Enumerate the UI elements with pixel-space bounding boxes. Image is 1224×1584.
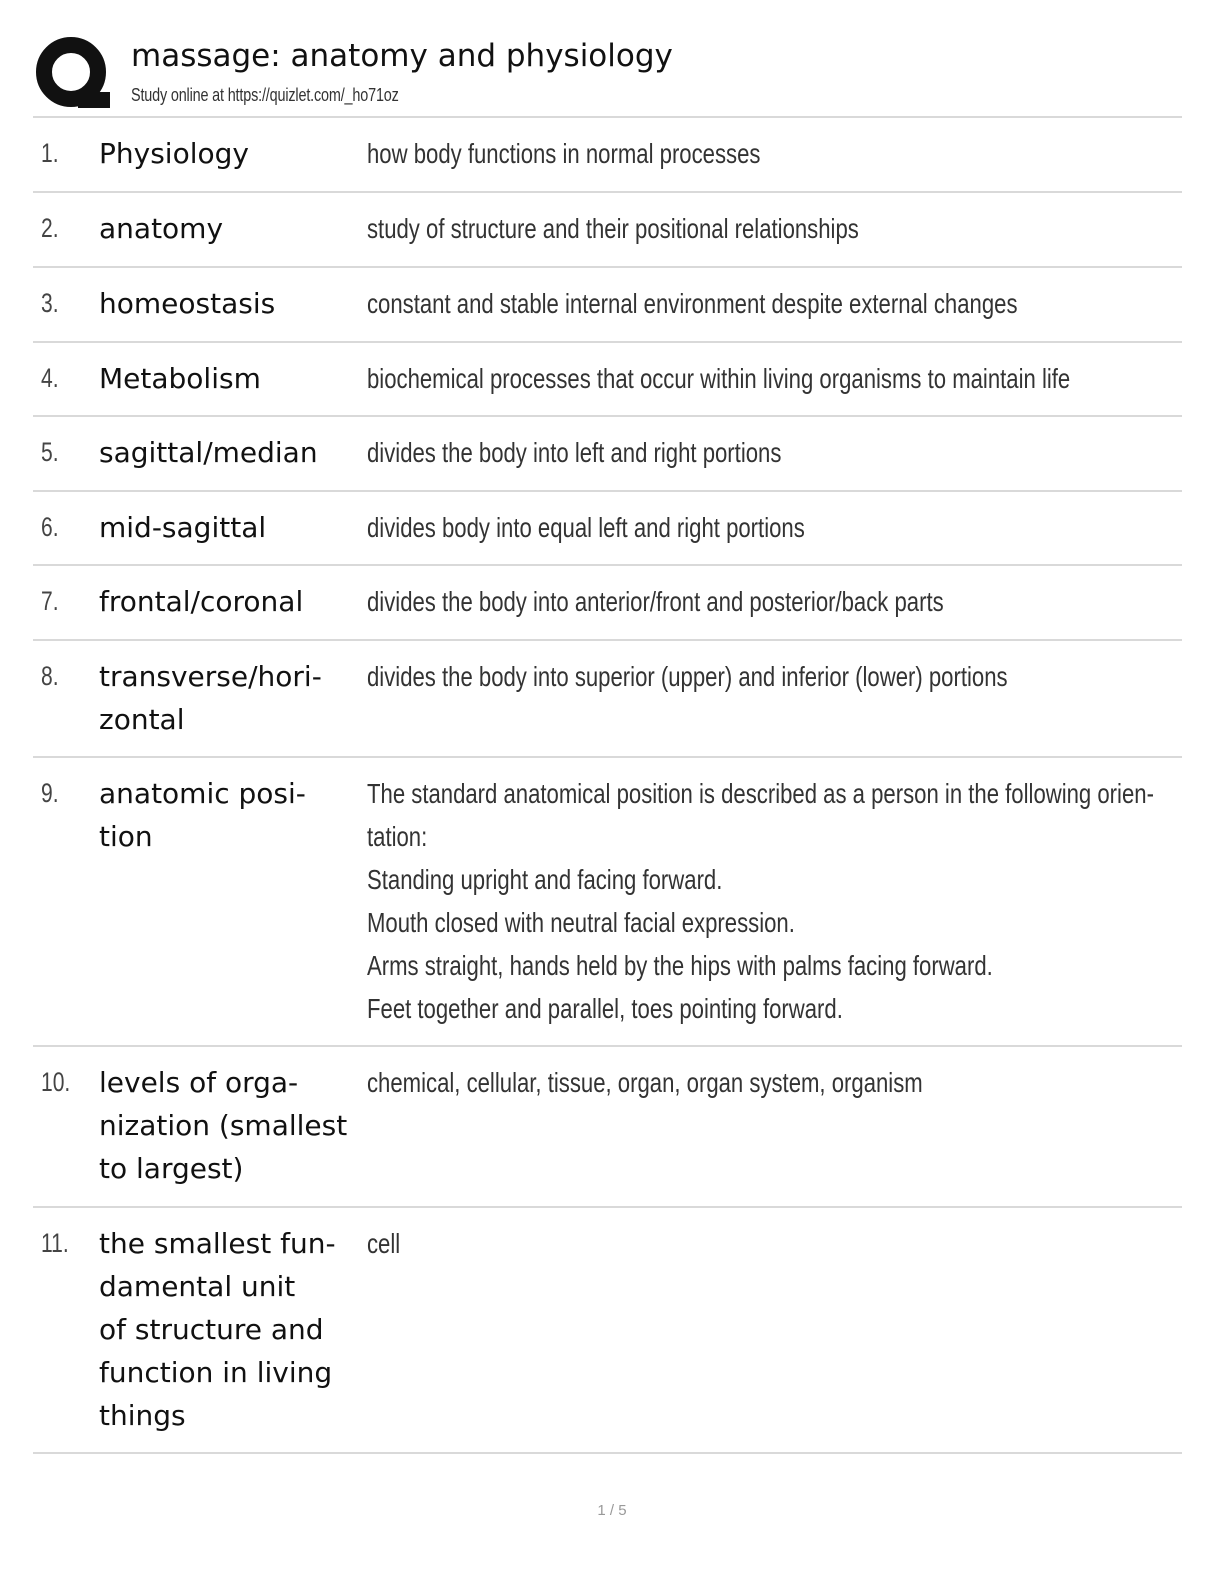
item-number: 2. — [41, 213, 59, 243]
list-item — [33, 566, 1182, 641]
item-definition: biochemical processes that occur within living organisms to maintain life — [367, 363, 1071, 394]
item-number: 6. — [41, 512, 59, 542]
item-definition: constant and stable internal environment despite external changes — [367, 288, 1018, 319]
page-title: massage: anatomy and physiology — [131, 38, 673, 74]
item-term: Metabolism — [99, 362, 261, 395]
item-term: homeostasis — [99, 287, 276, 320]
list-item — [33, 193, 1182, 268]
item-number: 3. — [41, 288, 59, 318]
item-definition: divides the body into anterior/front and posterior/back parts — [367, 586, 944, 617]
terms-list — [33, 116, 1182, 1454]
item-number: 9. — [41, 778, 59, 808]
study-online-link[interactable]: Study online at https://quizlet.com/_ho71oz — [131, 85, 399, 105]
item-definition: The standard anatomical position is described as a person in the following orien- tation: Standing upright and facing forward. Mouth closed with neutral facial expression. Arms straight, hands held by the hips with palms facing forward. Feet together and parallel, toes pointing forward. — [367, 778, 1154, 1024]
item-number: 8. — [41, 661, 59, 691]
list-item — [33, 758, 1182, 1047]
item-definition: divides the body into left and right portions — [367, 437, 782, 468]
page-number: 1 / 5 — [597, 1502, 627, 1519]
item-definition: how body functions in normal processes — [367, 138, 761, 169]
item-definition: cell — [367, 1228, 401, 1259]
item-term: Physiology — [99, 137, 249, 170]
item-term: mid-sagittal — [99, 511, 267, 544]
item-term: sagittal/median — [99, 436, 318, 469]
item-number: 4. — [41, 363, 59, 393]
item-number: 1. — [41, 138, 59, 168]
list-item — [33, 1047, 1182, 1208]
quizlet-logo-icon — [34, 34, 112, 112]
item-number: 5. — [41, 437, 59, 467]
list-item — [33, 343, 1182, 417]
item-number: 7. — [41, 586, 59, 616]
item-term: anatomic posi- tion — [99, 777, 306, 853]
item-term: transverse/hori- zontal — [99, 660, 322, 736]
item-term: the smallest fun- damental unit of structure and function in living things — [99, 1227, 336, 1432]
list-item — [33, 641, 1182, 758]
item-definition: study of structure and their positional relationships — [367, 213, 859, 244]
item-term: levels of orga- nization (smallest to largest) — [99, 1066, 348, 1185]
item-term: anatomy — [99, 212, 224, 245]
item-term: frontal/coronal — [99, 585, 304, 618]
list-item — [33, 1208, 1182, 1454]
list-item — [33, 492, 1182, 566]
item-number: 11. — [41, 1228, 69, 1258]
item-number: 10. — [41, 1067, 71, 1097]
page-header — [34, 30, 1184, 116]
list-item — [33, 268, 1182, 343]
list-item — [33, 417, 1182, 492]
item-definition: divides body into equal left and right portions — [367, 512, 805, 543]
item-definition: divides the body into superior (upper) and inferior (lower) portions — [367, 661, 1008, 692]
item-definition: chemical, cellular, tissue, organ, organ system, organism — [367, 1067, 923, 1098]
list-item — [33, 118, 1182, 193]
